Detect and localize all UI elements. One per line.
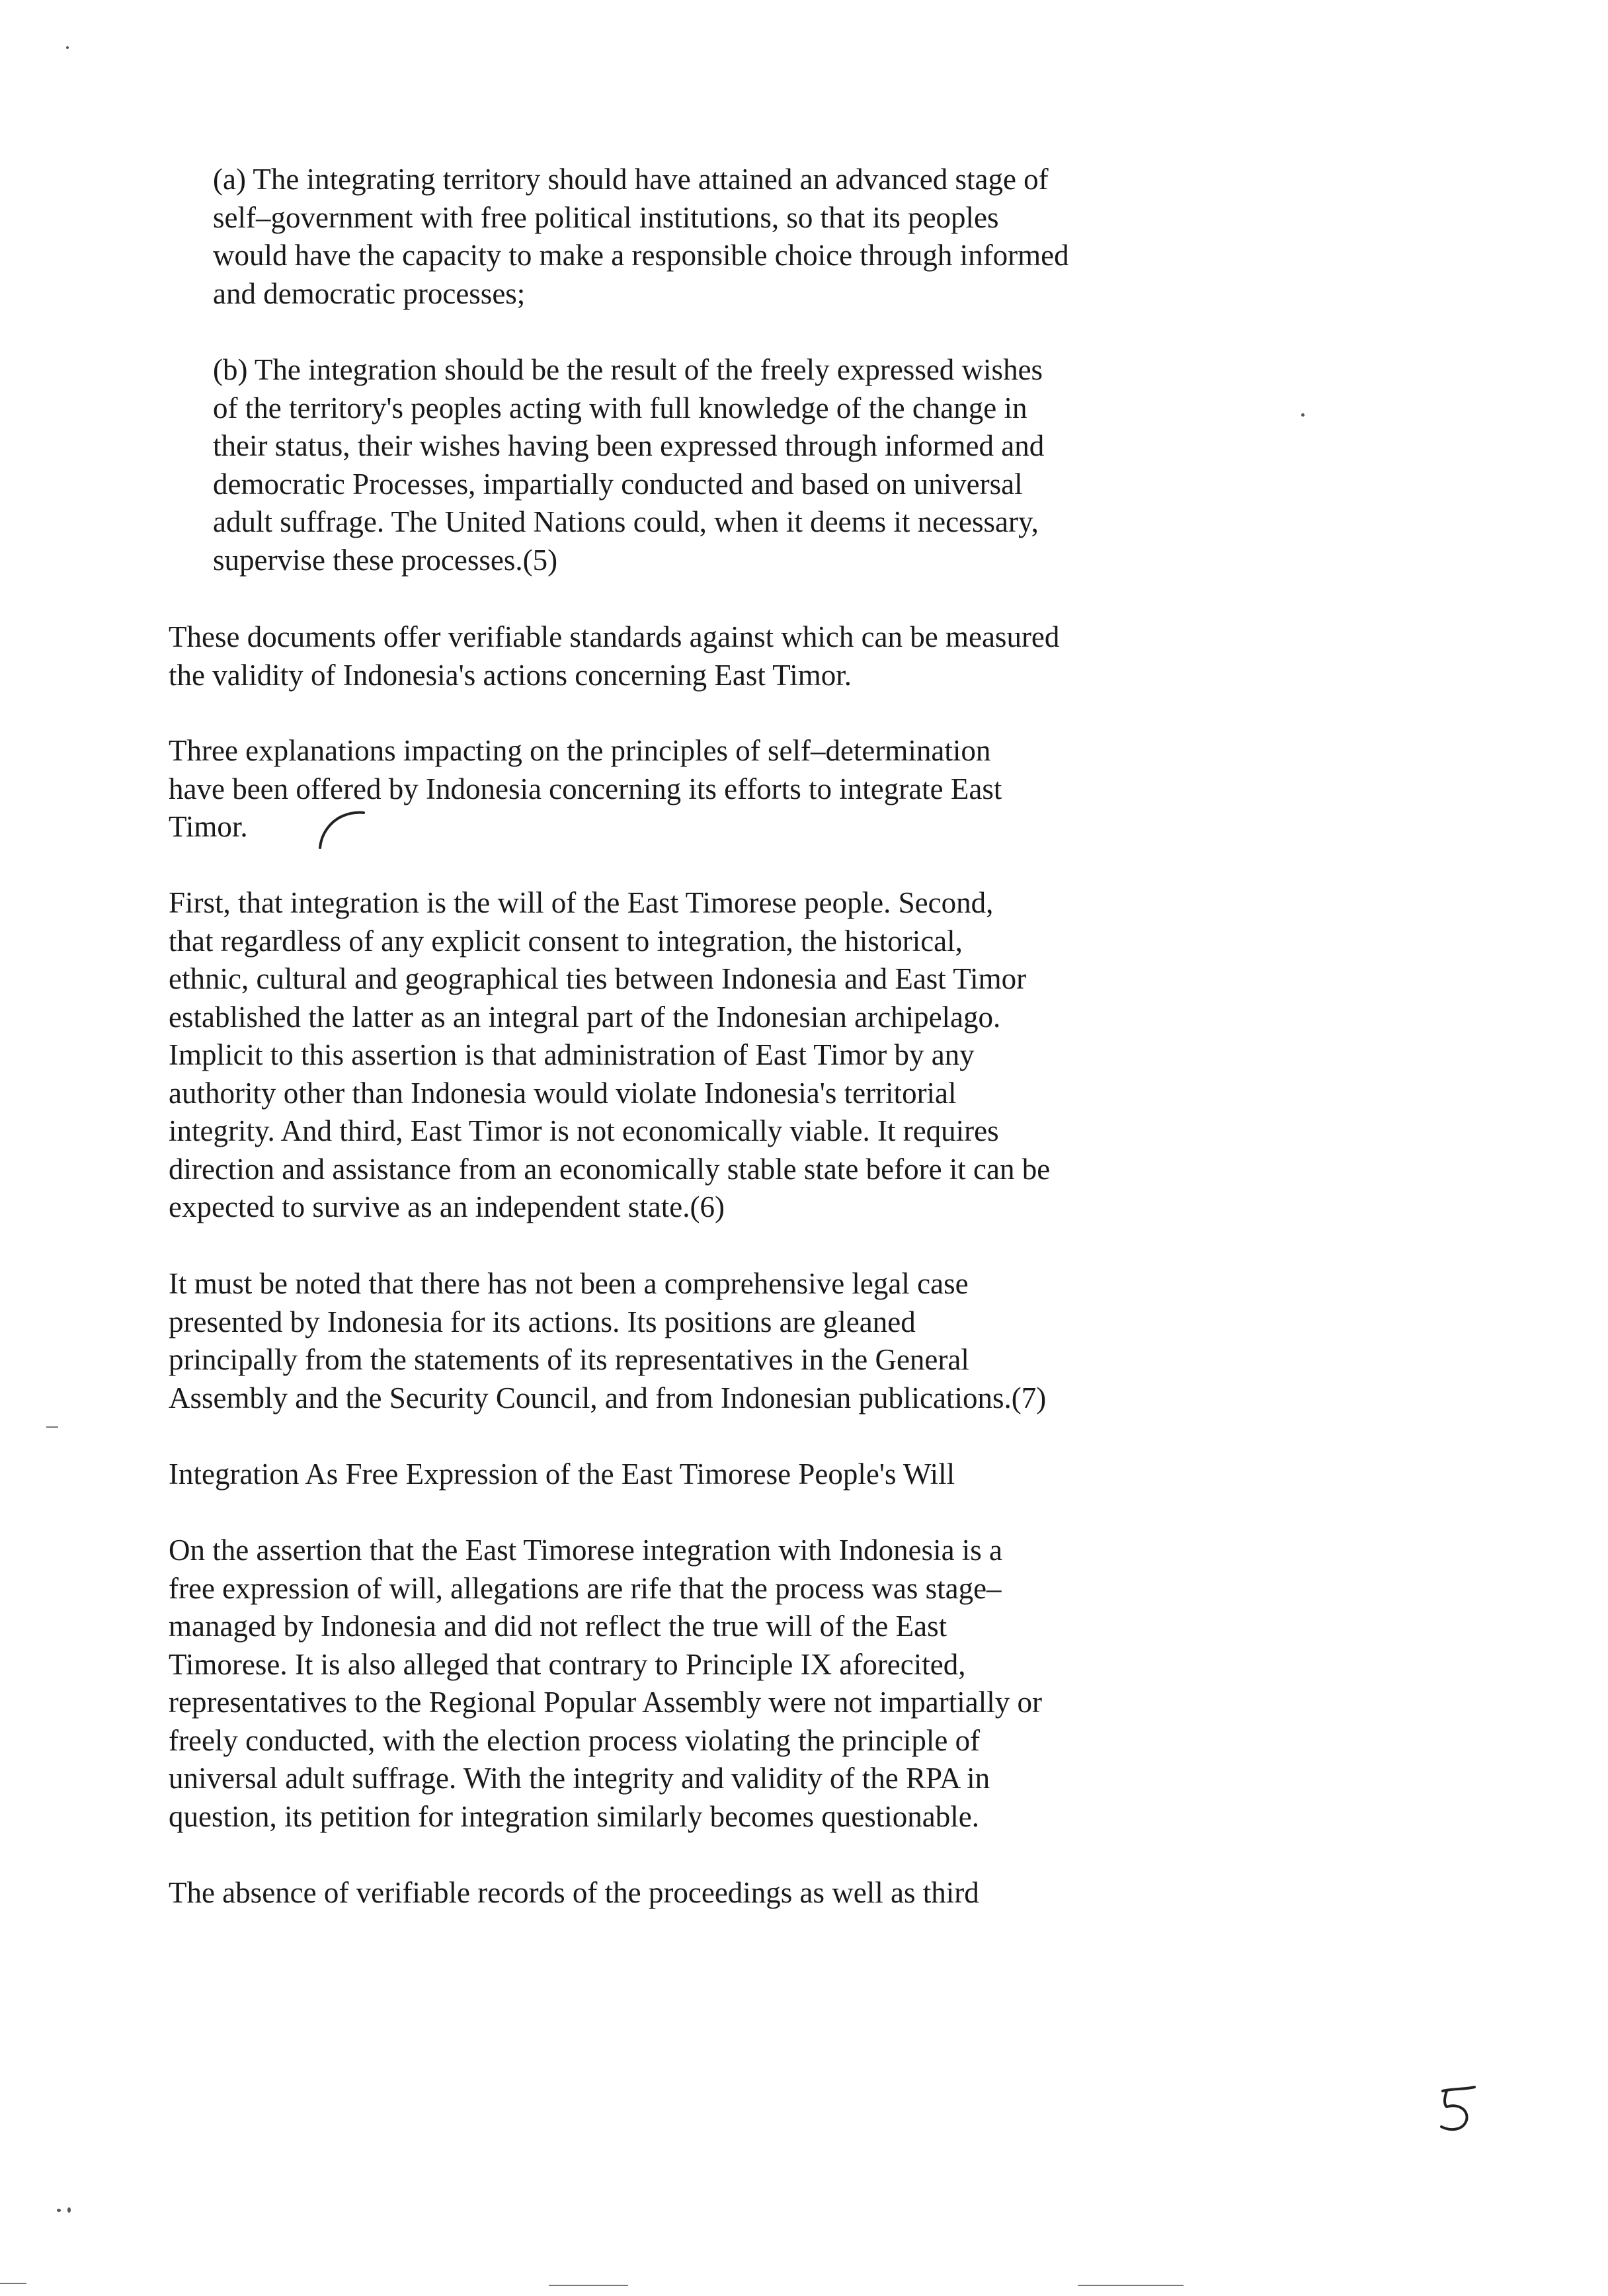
clause-a [213,161,1069,313]
scan-speck [57,2209,61,2212]
line: Three explanations impacting on the principles of self–determination [169,734,991,767]
line: Timor. [169,810,248,843]
line: Assembly and the Security Council, and from Indonesian publications.(7) [169,1381,1047,1414]
scan-dash [1078,2285,1184,2286]
line: would have the capacity to make a responsible choice through informed [213,239,1069,272]
line: It must be noted that there has not been a comprehensive legal case [169,1267,969,1300]
paragraph-free-expression [169,1532,1042,1836]
line: established the latter as an integral part of the Indonesian archipelago. [169,1000,1001,1034]
line: expected to survive as an independent state.(6) [169,1190,725,1223]
handwritten-page-number-icon [1435,2083,1481,2136]
line: universal adult suffrage. With the integrity and validity of the RPA in [169,1762,990,1795]
line: These documents offer verifiable standards against which can be measured [169,620,1060,653]
line: the validity of Indonesia's actions concerning East Timor. [169,658,852,692]
line: Implicit to this assertion is that administration of East Timor by any [169,1038,975,1071]
line: democratic Processes, impartially conducted and based on universal [213,467,1023,501]
clause-b [213,351,1044,579]
scan-dash [46,1426,58,1428]
line: free expression of will, allegations are rife that the process was stage– [169,1571,1002,1605]
line: ethnic, cultural and geographical ties between Indonesia and East Timor [169,962,1027,995]
line: presented by Indonesia for its actions. Its positions are gleaned [169,1305,916,1338]
scan-dash [0,2283,26,2284]
paragraph-first-second-third [169,884,1050,1227]
line: direction and assistance from an economically stable state before it can be [169,1152,1051,1186]
line: and democratic processes; [213,276,526,310]
scan-dash [549,2285,628,2286]
line: have been offered by Indonesia concerning its efforts to integrate East [169,772,1002,805]
line: authority other than Indonesia would violate Indonesia's territorial [169,1076,957,1110]
line: of the territory's peoples acting with full knowledge of the change in [213,391,1027,425]
line: their status, their wishes having been expressed through informed and [213,429,1045,462]
line: supervise these processes.(5) [213,543,558,577]
scan-speck [1301,413,1305,417]
line: question, its petition for integration similarly becomes questionable. [169,1799,980,1833]
line: managed by Indonesia and did not reflect the true will of the East [169,1610,947,1643]
paragraph-legal-case [169,1265,1046,1417]
paragraph-three-explanations [169,732,1002,846]
line: self–government with free political institutions, so that its peoples [213,200,999,234]
line: (b) The integration should be the result of the freely expressed wishes [213,353,1043,386]
line: principally from the statements of its representatives in the General [169,1343,969,1376]
line: First, that integration is the will of the East Timorese people. Second, [169,886,994,919]
line: integrity. And third, East Timor is not economically viable. It requires [169,1114,999,1147]
line: representatives to the Regional Popular Assembly were not impartially or [169,1686,1042,1719]
handwritten-mark-icon [311,807,370,853]
section-heading: Integration As Free Expression of the East Timorese People's Will [169,1457,955,1491]
paragraph-absence [169,1874,979,1912]
line: (a) The integrating territory should have attained an advanced stage of [213,163,1049,196]
line: On the assertion that the East Timorese integration with Indonesia is a [169,1534,1003,1567]
line: adult suffrage. The United Nations could, when it deems it necessary, [213,505,1039,538]
scan-speck [66,46,69,49]
line: Timorese. It is also alleged that contrary to Principle IX aforecited, [169,1647,966,1681]
scan-speck [67,2207,71,2213]
line: The absence of verifiable records of the proceedings as well as third [169,1876,979,1909]
paragraph-standards [169,618,1059,694]
line: that regardless of any explicit consent to integration, the historical, [169,924,963,958]
line: freely conducted, with the election process violating the principle of [169,1723,981,1757]
